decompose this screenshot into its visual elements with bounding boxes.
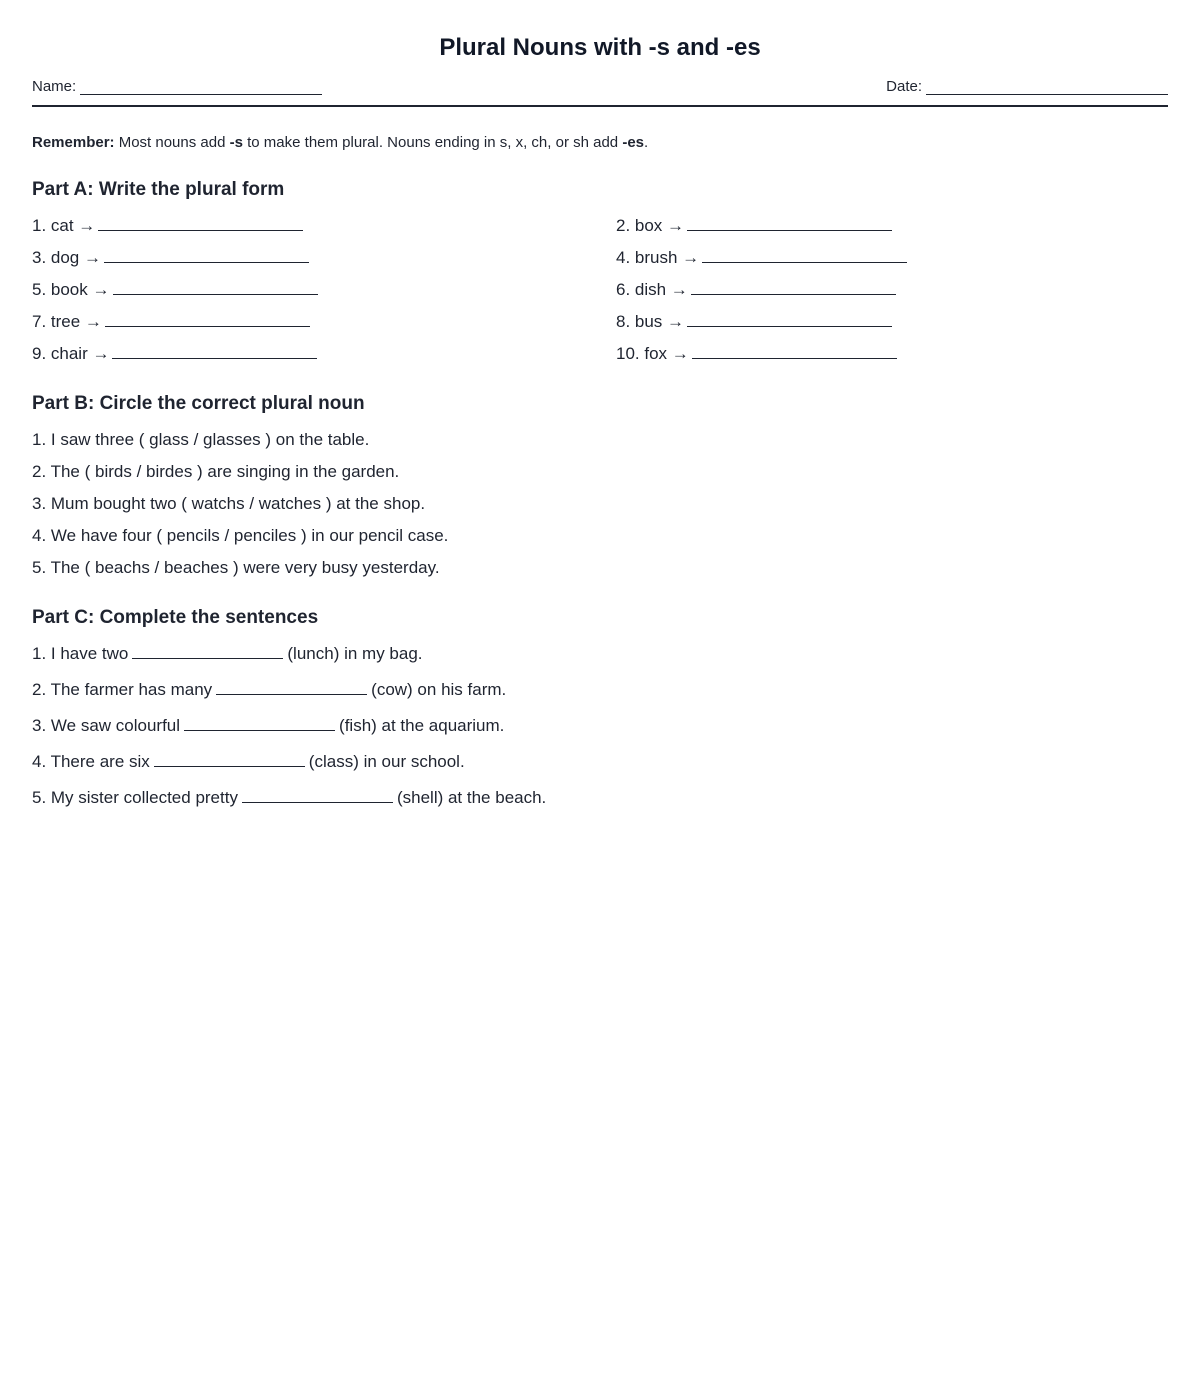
sentence-start: 1. I have two	[32, 644, 129, 663]
part-a-title: Part A: Write the plural form	[32, 179, 285, 200]
sentence-start: 4. There are six	[32, 752, 150, 771]
sentence-end: (shell) at the beach.	[396, 788, 547, 807]
part-a-word: 9. chair →	[32, 344, 110, 363]
part-c-item	[32, 787, 1168, 809]
sentence-blank[interactable]	[242, 788, 393, 803]
sentence-end: (fish) at the aquarium.	[339, 716, 505, 735]
date-blank[interactable]	[926, 80, 1168, 95]
name-field	[32, 78, 322, 95]
part-b-title: Part B: Circle the correct plural noun	[32, 393, 365, 414]
answer-blank[interactable]	[692, 344, 897, 359]
remember-label: Remember:	[32, 134, 115, 151]
part-a-word: 8. bus →	[616, 312, 685, 331]
sentence-blank[interactable]	[216, 680, 367, 695]
part-a-item	[32, 311, 616, 333]
header-row	[32, 78, 1168, 107]
part-a-word: 6. dish →	[616, 280, 688, 299]
part-a-item	[616, 215, 1168, 237]
sentence-blank[interactable]	[154, 752, 305, 767]
part-b-item[interactable]: 2. The ( birds / birdes ) are singing in the garden.	[32, 462, 400, 481]
sentence-start: 5. My sister collected pretty	[32, 788, 238, 807]
part-c-item	[32, 679, 1168, 701]
date-label: Date:	[886, 78, 922, 95]
remember-text-3: .	[644, 134, 649, 151]
remember-es: -es	[622, 134, 645, 151]
sentence-end: (cow) on his farm.	[371, 680, 507, 699]
part-a-item	[32, 247, 616, 269]
part-c-list	[32, 643, 1168, 809]
answer-blank[interactable]	[113, 280, 318, 295]
sentence-blank[interactable]	[132, 644, 283, 659]
sentence-end: (class) in our school.	[308, 752, 465, 771]
sentence-start: 3. We saw colourful	[32, 716, 181, 735]
sentence-end: (lunch) in my bag.	[287, 644, 423, 663]
part-c-item	[32, 751, 1168, 773]
answer-blank[interactable]	[104, 248, 309, 263]
part-a-word: 4. brush →	[616, 248, 700, 267]
part-b-item[interactable]: 4. We have four ( pencils / penciles ) in our pencil case.	[32, 526, 449, 545]
part-c-title: Part C: Complete the sentences	[32, 607, 319, 628]
answer-blank[interactable]	[112, 344, 317, 359]
part-a-item	[32, 215, 616, 237]
remember-s: -s	[229, 134, 243, 151]
remember-text-2: to make them plural. Nouns ending in s, x, ch, or sh add	[242, 134, 623, 151]
part-a-item	[32, 343, 616, 365]
part-a-item	[616, 247, 1168, 269]
answer-blank[interactable]	[687, 216, 892, 231]
part-a-item	[616, 343, 1168, 365]
part-a-word: 5. book →	[32, 280, 110, 299]
remember-note	[32, 133, 1168, 153]
part-a-word: 10. fox →	[616, 344, 689, 363]
part-b-item[interactable]: 3. Mum bought two ( watchs / watches ) at the shop.	[32, 494, 426, 513]
page-title: Plural Nouns with -s and -es	[439, 34, 761, 61]
part-a-item	[32, 279, 616, 301]
part-c-item	[32, 715, 1168, 737]
answer-blank[interactable]	[98, 216, 303, 231]
part-b-item[interactable]: 5. The ( beachs / beaches ) were very busy yesterday.	[32, 558, 440, 577]
date-field	[886, 78, 1168, 95]
part-a-word: 1. cat →	[32, 216, 96, 235]
name-label: Name:	[32, 78, 77, 95]
sentence-blank[interactable]	[184, 716, 335, 731]
answer-blank[interactable]	[687, 312, 892, 327]
part-b-item[interactable]: 1. I saw three ( glass / glasses ) on the table.	[32, 430, 370, 449]
part-a-word: 3. dog →	[32, 248, 101, 267]
answer-blank[interactable]	[105, 312, 310, 327]
part-a-item	[616, 279, 1168, 301]
part-c-item	[32, 643, 1168, 665]
part-a-item	[616, 311, 1168, 333]
remember-text-1: Most nouns add	[114, 134, 230, 151]
name-blank[interactable]	[80, 80, 322, 95]
part-a-word: 2. box →	[616, 216, 685, 235]
part-a-grid	[32, 215, 1168, 365]
sentence-start: 2. The farmer has many	[32, 680, 213, 699]
answer-blank[interactable]	[702, 248, 907, 263]
part-b-list	[32, 429, 1168, 579]
part-a-word: 7. tree →	[32, 312, 102, 331]
answer-blank[interactable]	[691, 280, 896, 295]
